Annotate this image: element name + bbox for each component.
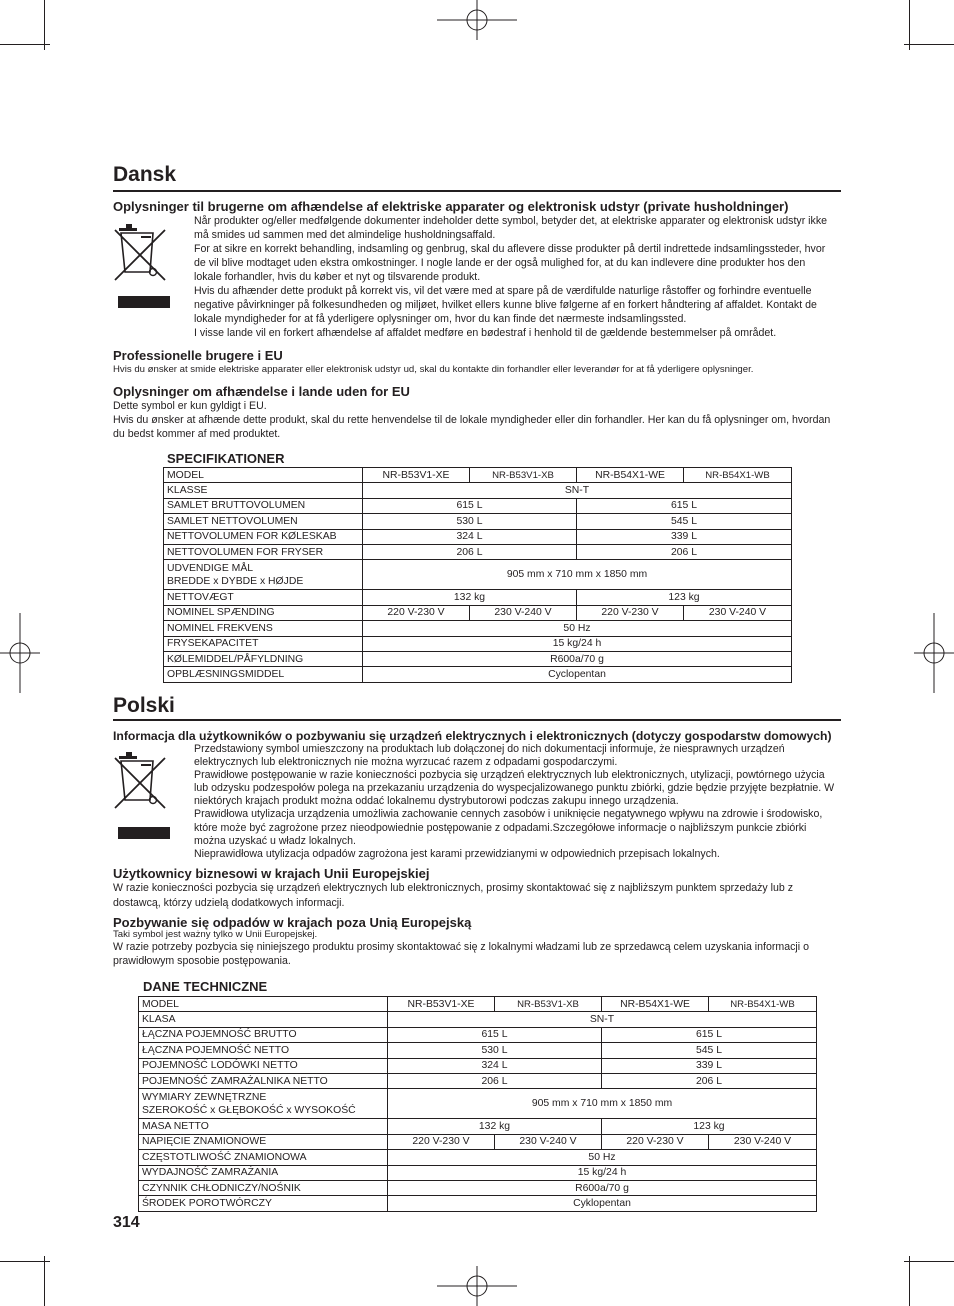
spec-title: SPECIFIKATIONER: [167, 451, 285, 466]
table-cell: 220 V-230 V: [388, 1134, 495, 1149]
crop-mark: [909, 1256, 910, 1306]
table-cell: 324 L: [388, 1058, 602, 1073]
table-cell: [139, 1089, 388, 1119]
table-cell: NOMINEL FREKVENS: [164, 621, 363, 636]
table-row: [139, 1043, 817, 1058]
paragraph: Hvis du ønsker at smide elektriske apparater eller elektronisk udstyr ud, skal du kontakte din forhandler eller leverandør for at få yderligere oplysninger.: [113, 364, 754, 375]
paragraph: Hvis du ønsker at afhænde dette produkt, skal du rette henvendelse til de lokale myndigheder eller din forhandler. Her kan du få oplysninger om, hvordan du bedst kommer af med produktet.: [113, 414, 831, 440]
table-cell: MODEL: [164, 468, 363, 483]
cell-line: BREDDE x DYBDE x HØJDE: [167, 575, 304, 587]
table-cell: SAMLET NETTOVOLUMEN: [164, 514, 363, 529]
crop-mark: [904, 44, 954, 45]
table-row: [139, 1180, 817, 1195]
table-cell: CZYNNIK CHŁODNICZY/NOŚNIK: [139, 1180, 388, 1195]
table-row: [164, 621, 792, 636]
crop-mark: [44, 1256, 45, 1306]
table-row: [139, 1150, 817, 1165]
table-cell: NR-B54X1-WB: [684, 468, 792, 483]
table-cell: 220 V-230 V: [363, 605, 470, 620]
table-cell: NR-B54X1-WB: [709, 997, 817, 1012]
paragraph: Prawidłowe postępowanie w razie konieczności pozbycia się urządzeń elektrycznych lub elektronicznych, utylizacji, powtórnego użycia lub odzysku podzespołów polega na przekazaniu urządzenia do wyspecjalizowanego punktu zbiórki, gdzie będzie przyjęte bezpłatnie. W niektórych krajach produkt można oddać lokalnemu dystrybutorowi podczas zakupu innego urządzenia.: [194, 769, 835, 808]
table-cell: NR-B54X1-WE: [602, 997, 709, 1012]
table-cell: 615 L: [602, 1027, 817, 1042]
table-cell: 230 V-240 V: [709, 1134, 817, 1149]
cell-line: WYMIARY ZEWNĘTRZNE: [142, 1091, 267, 1103]
paragraph: Hvis du afhænder dette produkt på korrekt vis, vil det være med at spare på de værdifulde naturlige råstoffer og forhindre eventuelle negative påvirkninger på folkesundheden og miljøet, hvilket ellers kunne blive følgerne af en forkert håndtering af affaldet. Kontakt de lokale myndigheder for at få yderligere oplysninger om, hvor du kan finde det nærmeste indsamlingssted.: [194, 285, 817, 325]
crop-mark: [44, 0, 45, 50]
registration-mark-icon: [437, 0, 517, 40]
crossed-out-wheelie-bin-icon: [113, 748, 171, 840]
table-cell: NR-B54X1-WE: [577, 468, 684, 483]
section-rule: [113, 190, 841, 192]
table-cell: 220 V-230 V: [577, 605, 684, 620]
table-cell: 220 V-230 V: [602, 1134, 709, 1149]
table-cell: POJEMNOŚĆ ZAMRAŻALNIKA NETTO: [139, 1073, 388, 1088]
table-cell: 132 kg: [388, 1119, 602, 1134]
section-rule: [113, 719, 841, 721]
crop-mark: [909, 0, 910, 50]
table-cell: Cyklopentan: [388, 1196, 817, 1211]
crop-mark: [0, 44, 50, 45]
table-cell: FRYSEKAPACITET: [164, 636, 363, 651]
table-cell: 615 L: [577, 498, 792, 513]
table-cell: SN-T: [388, 1012, 817, 1027]
table-cell: 530 L: [363, 514, 577, 529]
table-cell: NR-B53V1-XB: [470, 468, 577, 483]
section-title-dansk: Dansk: [113, 163, 177, 186]
cell-line: SZEROKOŚĆ x GŁĘBOKOŚĆ x WYSOKOŚĆ: [142, 1104, 356, 1116]
crop-mark: [904, 1261, 954, 1262]
table-cell: NETTOVÆGT: [164, 590, 363, 605]
table-row: [164, 560, 792, 590]
disposal-text: [194, 743, 840, 861]
table-row: [164, 529, 792, 544]
paragraph: Når produkter og/eller medfølgende dokumenter indeholder dette symbol, betyder det, at elektriske apparater og elektronisk udstyr ikke må smides ud sammen med det almindelige husholdningsaffald.: [194, 215, 828, 241]
disposal-heading: Informacja dla użytkowników o pozbywaniu się urządzeń elektrycznych i elektronicznych (dotyczy gospodarstw domowych): [113, 729, 832, 743]
table-cell: 206 L: [602, 1073, 817, 1088]
table-cell: ŚRODEK POROTWÓRCZY: [139, 1196, 388, 1211]
professional-users-heading: Professionelle brugere i EU: [113, 348, 283, 363]
table-cell: SN-T: [363, 483, 792, 498]
table-row: [139, 1165, 817, 1180]
table-row: [164, 605, 792, 620]
paragraph: For at sikre en korrekt behandling, indsamling og genbrug, skal du aflevere disse produkter på dertil indrettede indsamlingssteder, hvor de vil blive modtaget uden ekstra omkostninger. I nogle lande er der også mulighed for, at du kan indlevere dine produkter hos den lokale forhandler, hvis du køber et nyt og tilsvarende produkt.: [194, 243, 826, 283]
table-cell: NAPIĘCIE ZNAMIONOWE: [139, 1134, 388, 1149]
table-row: [139, 997, 817, 1012]
table-row: [164, 590, 792, 605]
paragraph: Przedstawiony symbol umieszczony na produktach lub dołączonej do nich dokumentacji informuje, że niesprawnych urządzeń elektrycznych lub elektronicznych nie można wyrzucać razem z odpadami gospodarczymi.: [194, 743, 785, 769]
table-cell: 339 L: [602, 1058, 817, 1073]
disposal-text: [194, 214, 834, 340]
table-row: [139, 1012, 817, 1027]
table-row: [164, 498, 792, 513]
table-cell: 905 mm x 710 mm x 1850 mm: [363, 560, 792, 590]
paragraph: Prawidłowa utylizacja urządzenia umożliwia zachowanie cennych zasobów i uniknięcie negatywnego wpływu na zdrowie i środowisko, które może być zagrożone przez nieodpowiednie postępowanie z odpadami.Szczegółowe informacje o najbliższym punkcie zbiórki można uzyskać u władz lokalnych.: [194, 808, 823, 847]
table-cell: 15 kg/24 h: [388, 1165, 817, 1180]
table-cell: 615 L: [363, 498, 577, 513]
cell-line: UDVENDIGE MÅL: [167, 562, 254, 574]
table-cell: R600a/70 g: [363, 651, 792, 666]
table-cell: 123 kg: [602, 1119, 817, 1134]
table-cell: MODEL: [139, 997, 388, 1012]
table-cell: KLASSE: [164, 483, 363, 498]
table-cell: 324 L: [363, 529, 577, 544]
table-cell: 206 L: [388, 1073, 602, 1088]
table-cell: 230 V-240 V: [470, 605, 577, 620]
crop-mark: [0, 1261, 50, 1262]
table-cell: 15 kg/24 h: [363, 636, 792, 651]
table-cell: Cyclopentan: [363, 667, 792, 682]
table-cell: CZĘSTOTLIWOŚĆ ZNAMIONOWA: [139, 1150, 388, 1165]
table-cell: POJEMNOŚĆ LODÓWKI NETTO: [139, 1058, 388, 1073]
table-row: [164, 651, 792, 666]
business-users-text: [113, 881, 841, 911]
table-cell: SAMLET BRUTTOVOLUMEN: [164, 498, 363, 513]
table-row: [164, 468, 792, 483]
table-cell: NETTOVOLUMEN FOR FRYSER: [164, 544, 363, 559]
table-row: [139, 1196, 817, 1211]
table-cell: 545 L: [602, 1043, 817, 1058]
registration-mark-icon: [0, 613, 40, 693]
table-cell: NR-B53V1-XE: [388, 997, 495, 1012]
table-cell: 132 kg: [363, 590, 577, 605]
table-cell: KLASA: [139, 1012, 388, 1027]
table-cell: R600a/70 g: [388, 1180, 817, 1195]
table-row: [164, 544, 792, 559]
table-cell: 50 Hz: [388, 1150, 817, 1165]
table-cell: NETTOVOLUMEN FOR KØLESKAB: [164, 529, 363, 544]
registration-mark-icon: [914, 613, 954, 693]
outside-eu-text: [113, 399, 833, 441]
table-cell: 905 mm x 710 mm x 1850 mm: [388, 1089, 817, 1119]
paragraph: Dette symbol er kun gyldigt i EU.: [113, 400, 267, 412]
table-row: [139, 1073, 817, 1088]
table-cell: 615 L: [388, 1027, 602, 1042]
table-cell: 230 V-240 V: [684, 605, 792, 620]
table-cell: NR-B53V1-XE: [363, 468, 470, 483]
paragraph: W razie konieczności pozbycia się urządzeń elektrycznych lub elektronicznych, prosimy skontaktować się z najbliższym punktem sprzedaży lub z dostawcą, którzy udzielą dodatkowych informacji.: [113, 882, 794, 909]
spec-table: [163, 467, 792, 683]
disposal-heading: Oplysninger til brugerne om afhændelse af elektriske apparater og elektronisk udstyr (private husholdninger): [113, 199, 789, 214]
table-cell: 339 L: [577, 529, 792, 544]
page-number: 314: [113, 1214, 140, 1231]
table-row: [139, 1134, 817, 1149]
registration-mark-icon: [437, 1266, 517, 1306]
table-cell: ŁĄCZNA POJEMNOŚĆ BRUTTO: [139, 1027, 388, 1042]
table-row: [139, 1058, 817, 1073]
section-title-polski: Polski: [113, 694, 175, 717]
paragraph: Taki symbol jest ważny tylko w Unii Europejskej.: [113, 929, 318, 940]
table-row: [164, 483, 792, 498]
table-cell: 530 L: [388, 1043, 602, 1058]
outside-eu-heading: Pozbywanie się odpadów w krajach poza Unią Europejską: [113, 915, 472, 930]
outside-eu-text: [113, 929, 813, 968]
business-users-heading: Użytkownicy biznesowi w krajach Unii Europejskiej: [113, 866, 430, 881]
table-cell: 206 L: [363, 544, 577, 559]
table-row: [139, 1027, 817, 1042]
table-cell: KØLEMIDDEL/PÅFYLDNING: [164, 651, 363, 666]
table-row: [164, 636, 792, 651]
table-cell: ŁĄCZNA POJEMNOŚĆ NETTO: [139, 1043, 388, 1058]
table-row: [164, 514, 792, 529]
table-cell: 123 kg: [577, 590, 792, 605]
crossed-out-wheelie-bin-icon: [113, 220, 171, 312]
outside-eu-heading: Oplysninger om afhændelse i lande uden for EU: [113, 384, 410, 399]
table-cell: NR-B53V1-XB: [495, 997, 602, 1012]
table-cell: MASA NETTO: [139, 1119, 388, 1134]
paragraph: W razie potrzeby pozbycia się niniejszego produktu prosimy skontaktować się z lokalnymi władzami lub ze sprzedawcą celem uzyskania informacji o prawidłowym sposobie postępowania.: [113, 941, 809, 967]
table-cell: WYDAJNOŚĆ ZAMRAŻANIA: [139, 1165, 388, 1180]
table-cell: OPBLÆSNINGSMIDDEL: [164, 667, 363, 682]
table-cell: 50 Hz: [363, 621, 792, 636]
spec-title: DANE TECHNICZNE: [143, 979, 268, 994]
table-cell: NOMINEL SPÆNDING: [164, 605, 363, 620]
table-row: [139, 1119, 817, 1134]
table-cell: 230 V-240 V: [495, 1134, 602, 1149]
spec-table: [138, 996, 817, 1212]
table-cell: 545 L: [577, 514, 792, 529]
table-row: [139, 1089, 817, 1119]
paragraph: Nieprawidłowa utylizacja odpadów zagrożona jest karami przewidzianymi w odpowiednich przepisach lokalnych.: [194, 847, 720, 860]
professional-users-text: [113, 363, 843, 377]
table-row: [164, 667, 792, 682]
table-cell: [164, 560, 363, 590]
table-cell: 206 L: [577, 544, 792, 559]
paragraph: I visse lande vil en forkert afhændelse af affaldet medføre en bødestraf i henhold til de gældende bestemmelser på området.: [194, 327, 777, 339]
